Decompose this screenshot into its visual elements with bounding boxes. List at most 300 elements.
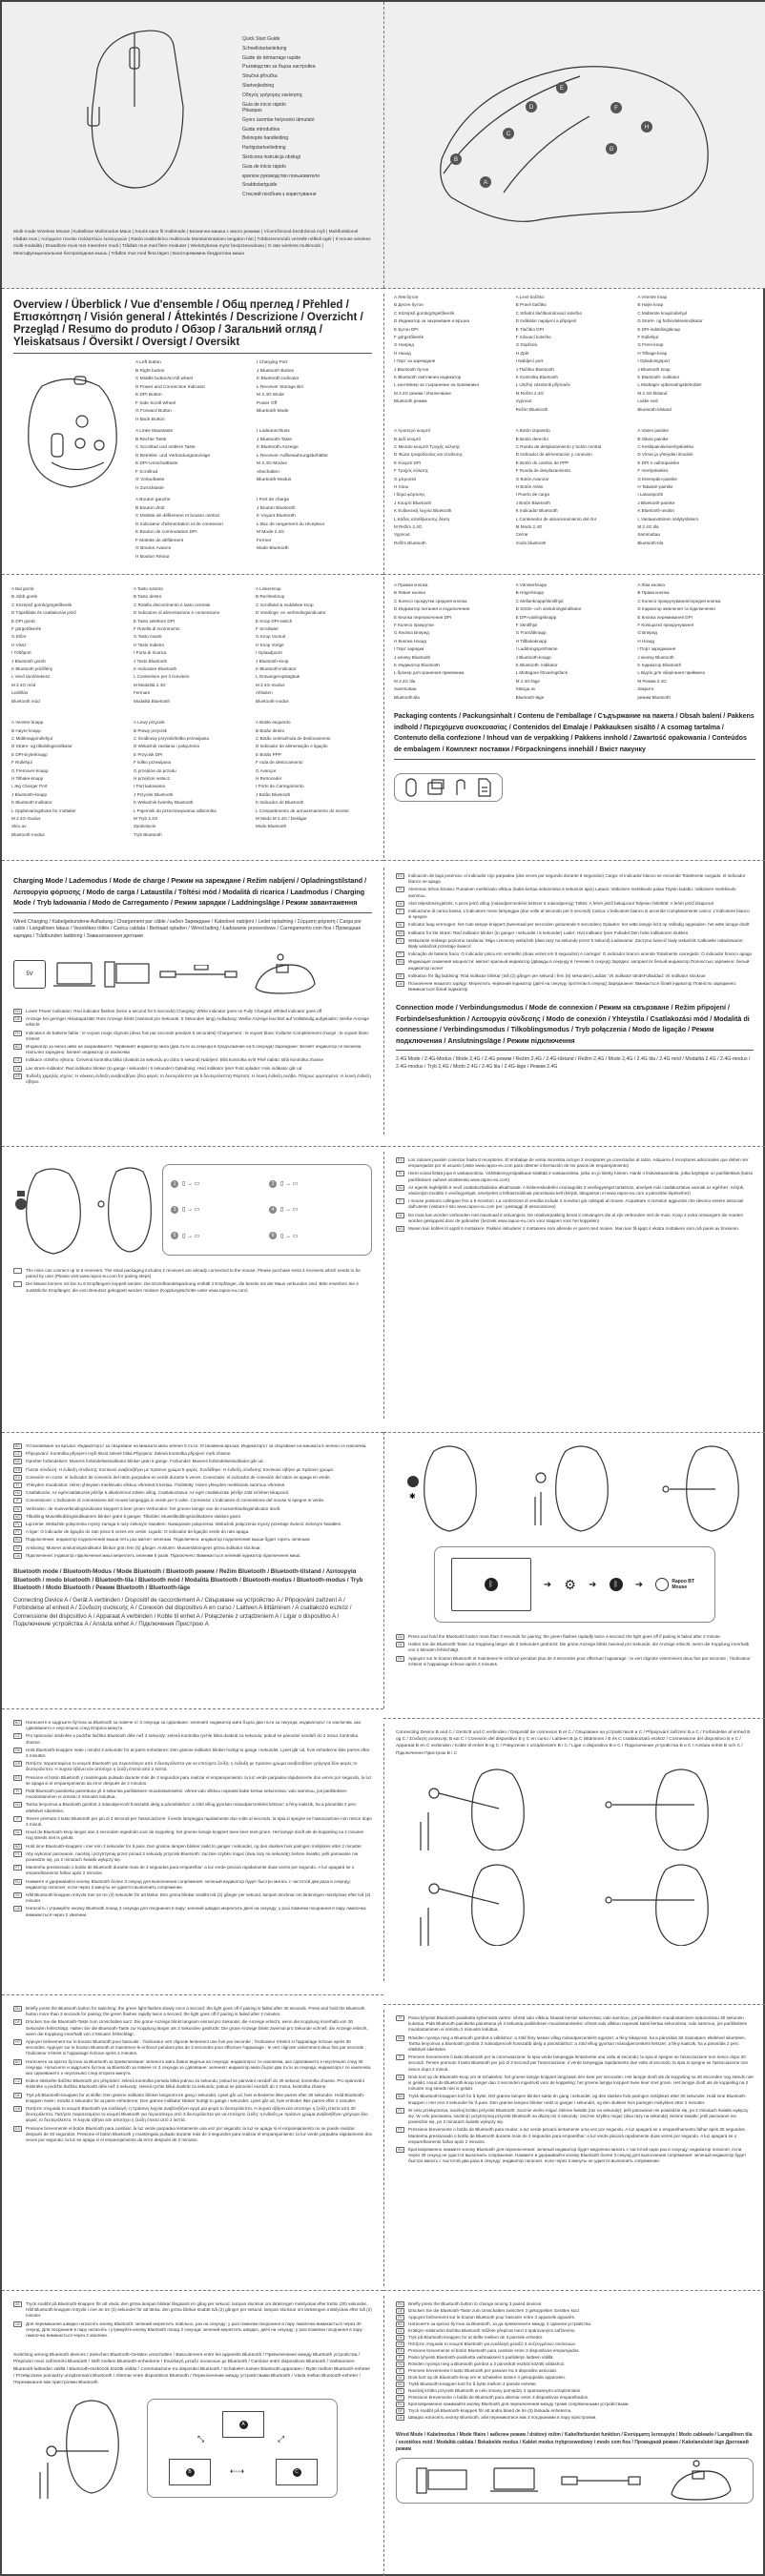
list-item: I mouse possono collegare fino a 6 ricevitori. La confezione di vendita include 2 ricevitori già collegati al mouse. Acquistare 4 ricevitori aggiuntivi che devono essere associati dall'utente (visitare il sito www.rapoo-eu.com per i passaggi di associazione) — [408, 1198, 744, 1210]
language-flag: ES — [13, 1775, 22, 1781]
note-paragraph — [396, 1226, 754, 1232]
list-item: Los ratones pueden conectar hasta 6 receptores. El embalaje de venta minorista incluye 2 receptores ya conectados al ratón. Adquiera 4 receptores adicionales que deben ser emparejados por el usuario (visite www.rapoo-eu.com para obtener información de los pasos de emparejamiento) — [408, 1157, 749, 1169]
list-item: Indicateur de batterie faible : le voyant rouge clignote (deux fois par seconde pendant 5 secondes) Chargement : le voyant blanc s'allume Complètement chargé : le voyant blanc s'éteint — [26, 1030, 369, 1041]
device-a-laptop[interactable]: A — [222, 2411, 264, 2438]
language-flag: RU — [14, 1879, 21, 1884]
language-flag: IT — [396, 2055, 404, 2060]
note-paragraph — [13, 1057, 372, 1063]
note-paragraph — [396, 2147, 754, 2165]
list-item: H Botón Atrás — [515, 483, 543, 489]
language-flag: PT — [396, 951, 404, 957]
language-flag: IT — [396, 1198, 404, 1204]
packaging-contents-box — [394, 773, 503, 802]
guide-title: Guida introduttiva — [242, 126, 280, 133]
language-flag: RU — [397, 2402, 403, 2406]
device-b-laptop[interactable]: B — [169, 2459, 211, 2485]
list-item: A Venstre knap — [637, 295, 668, 299]
switching-section — [2, 2296, 383, 2572]
guide-title: Οδηγός γρήγορης εκκίνησης — [242, 92, 303, 98]
list-item: Presione brevemente el botón Bluetooth para cambiar: la luz verde parpadea lentamente una vez por segundo; la luz se apaga si el emparejamiento no se puede realizar después de 30 segundos. Presione el botón Bluetooth y manténgalo pulsado durante más de 3 segundos para realizar el emparejamiento: la luz verde parpadea rápidamente dos veces por segundo; la luz se apaga si el emparejamiento da error después de 2 minutos. — [26, 2125, 372, 2143]
language-flag: HU — [397, 1185, 403, 1190]
note-paragraph — [13, 2106, 372, 2124]
language-flag: DK — [13, 1459, 22, 1464]
note-paragraph — [13, 2093, 372, 2104]
list-item: G Fremover-knapp — [11, 767, 49, 773]
list-item: J Bluetooth-knapp — [11, 791, 48, 797]
list-item: F roda de deslocamento — [256, 760, 303, 766]
list-item: L Úložný zásobník přijímače — [515, 382, 570, 388]
list-item: Натисніть і утримуйте кнопку Bluetooth понад 3 секунди для поєднання в пару: зелений швидко мерехтить двічі на секунду; у разі помилки поєднання в пару лампочка вимикається через 2 хвилини. — [26, 1906, 366, 1917]
list-item: F Scrollrad — [135, 469, 158, 475]
desktop-computer-icon — [103, 960, 151, 989]
list-item: A Venstre knapp — [11, 720, 44, 726]
wired-mode-title: Wired Mode / Kabelmodus / Mode filaire / кабелен режим / drátový režim / Kabelforbundet funktion / Ενσύρματη λειτουργία / Modo cableado / Langallinen tila / vezetékes mód / Modalità cablata / Bekabelde modus / Kablet modus trybprzewodowy / modo com fios / Проводной режим / Kabelanslutet läge Дротовий режим — [396, 2432, 753, 2453]
overview-languages-right-lower — [383, 582, 765, 858]
list-item: Appuyez sur le bouton Bluetooth et maintenez-le enfoncé pendant plus de 3 secondes pour effectuer l'appairage : le vert clignote violemment deux fois par seconde ; l'indicateur s'éteint si l'appairage échoue après 2 minutes. — [408, 1655, 751, 1666]
list-item: K Wskaźnik świetlny Bluetooth — [134, 800, 194, 806]
guide-title: краткое руководство пользователя — [242, 173, 320, 179]
list-item: Musen kan kobles til opptil 6 mottakere. Pakken inkluderer 2 mottakere som allerede er paret med musen. Man kan få kjøpt 4 ekstra mottakere som må pares av brukeren. — [408, 1226, 740, 1232]
language-flag: FI — [13, 1482, 22, 1488]
language-flag: UA — [13, 1553, 22, 1559]
list-item: Briefly press the Bluetooth button to change among 3 paired devices. — [408, 2301, 543, 2306]
swap-arrow-icon: ⤡ — [197, 2434, 205, 2444]
list-item: Trykk Bluetooth-knappen kort for å bytte mellom 3 parede enheter. — [408, 2382, 537, 2386]
note-paragraph — [13, 1761, 372, 1772]
receiver-slot: 6 ▯ → ▭ — [269, 1225, 363, 1247]
note-paragraph — [13, 1482, 372, 1488]
list-item: B Rechterknop — [256, 594, 285, 600]
guide-title: Ръководство за бърза настройка — [242, 64, 316, 71]
list-item: Skru av — [11, 824, 27, 829]
language-flag: SE — [13, 1545, 22, 1551]
list-item: Håll Bluetooth-knappen intryckt mer än tre (3) sekunder för att länka: Den gröna blinkar snabbt två (2) gånger per sekund, lampan slocknar om länkningen misslyckas efter två (2) minuter. — [26, 1892, 371, 1904]
language-flag: PL — [13, 1851, 22, 1857]
note-paragraph — [13, 2301, 372, 2320]
list-item: H Tasto Indietro — [134, 642, 165, 647]
note-paragraph — [13, 1537, 372, 1543]
list-item: L Відсік для зберігання приймача — [637, 670, 705, 676]
language-flag: HU — [397, 901, 403, 906]
guide-title: Snabbstartguide — [242, 182, 278, 189]
note-paragraph — [396, 2108, 754, 2126]
list-item: Premere brevemente il tasto Bluetooth per la commutazione: la spia verde lampeggia lentamente una volta al secondo; la spia si spegne se l'associazione non riesce dopo 30 secondi. Tenere premuto il tasto Bluetooth per più di 3 secondi per l'associazione: il verde lampeggia rapidamente due volte al secondo; la spia si spegne se l'associazione non riesce dopo 2 minuti. — [408, 2055, 749, 2072]
list-item: I Порт за зареждане — [394, 358, 436, 364]
guide-title: Pikaopas — [242, 108, 262, 113]
list-item: K Bluetooth-indicator — [256, 666, 297, 672]
note-paragraph — [396, 887, 754, 898]
note-paragraph — [13, 2006, 372, 2017]
note-paragraph — [13, 1281, 372, 1293]
list-item: Lower Power Indication: Red indicator flashes (twice a second for 5 seconds) Charging: White indicator goes on Fully Charged: Whited indicator goes off — [26, 1009, 322, 1013]
list-item: E DPI-växlingsknapp — [515, 614, 557, 620]
note-paragraph — [13, 2059, 372, 2077]
note-paragraph — [396, 2321, 754, 2327]
list-item: Bluetooth-tilstand — [637, 406, 672, 412]
list-item: Кратковременно нажимайте кнопку Bluetooth для переключения между тремя сопряженными устройствами. — [408, 2402, 630, 2406]
list-item: D Indicador de alimentação e ligação — [256, 744, 328, 749]
list-item: Krátce stiskněte tlačítko Bluetooth pro přepínání: zelená kontrolka pomalu bliká jednou za sekundu; pokud se párování nezdaří do 30 sekund, kontrolka zhasne. Pro spárování stiskněte a podržte tlačítko Bluetooth déle než 3 sekundy: zelená rychle bliká dvakrát za sekundu; pokud se párování nezdaří do 2 minut, kontrolka zhasne. — [26, 2078, 364, 2090]
list-item: M Режим 2.4G — [637, 678, 667, 684]
divider — [383, 574, 765, 575]
list-item: M Modo 2,4G — [515, 523, 543, 529]
overview-section — [2, 294, 383, 580]
arrow-right-icon: ➜ — [543, 1579, 552, 1590]
note-paragraph — [396, 1171, 754, 1182]
note-paragraph — [396, 951, 754, 957]
note-paragraph — [396, 2015, 754, 2034]
parts-ua — [637, 582, 755, 702]
language-flag: BG — [14, 1721, 21, 1725]
list-item: Premere brevemente il tasto Bluetooth per passare tra 3 dispositivi associati. — [408, 2368, 558, 2373]
list-item: Πατήστε στιγμιαία το κουμπί Bluetooth για εναλλαγή: η πράσινη λυχνία αναβοσβήνει αργά μία φορά το δευτερόλεπτο. Η λυχνία σβήνει εάν αποτύχει η ζεύξη έπειτα από 30 δευτερόλεπτα. Πατήστε παρατεταμένα το κουμπί Bluetooth για περισσότερο από 3 δευτερόλεπτα για να επιτύχετε ζεύξη: η ένδειξη με πράσινο χρώμα αναβοσβήνει γρήγορα δύο φορές το δευτερόλεπτο. Η λυχνία σβήνει εάν αποτύχει η ζεύξη έπειτα από 2 λεπτά. — [26, 2106, 368, 2123]
list-item: Кратковременно нажмите кнопку Bluetooth для переключения: зеленый индикатор будет медленно мигать с частотой один раз в секунду; индикатор погаснет, если через 30 секунд не удастся выполнить сопряжение. Нажмите и удерживайте кнопку Bluetooth более 3 секунд для выполнения сопряжения: зеленый индикатор будет быстро мигать с частотой два раза в секунду; индикатор погаснет, если через 2 минуты не удается выполнить сопряжение. — [408, 2147, 747, 2164]
list-item: K Bluetooth- indikator — [515, 663, 558, 668]
list-item: Az egerek legfeljebb 6 vevő csatlakoztatására alkalmasak. A kiskereskedelmi csomagolás 2 vevőegységet tartalmaz, amelyek már csatlakoztatva vannak az egérhez. Kérjük, vásároljon további 4 vevőegységet, amelyeket a felhasználónak párosítania kell (kérjük, látogasson el www.rapoo-eu.com a párosítás lépéseihez) — [408, 1184, 745, 1196]
list-item: I Oplaadpoort — [256, 650, 282, 656]
list-item: J Przycisk Bluetooth — [134, 791, 174, 797]
list-item: B Oikea painike — [637, 436, 669, 441]
receiver-slot: 2 ▯ → ▭ — [269, 1173, 363, 1195]
list-item: Anzeige bei geringer Akkukapazität: Rote Anzeige blinkt (zweimal pro Sekunde, 5 Sekunden lang) Aufladung: Weiße Anzeige leuchtet auf Vollständig aufgeladen: Weiße Anzeige erlischt — [26, 1016, 369, 1028]
language-flag: DE — [396, 1642, 404, 1647]
language-flag: NO — [14, 1844, 21, 1849]
list-item: I Порт зарядки — [394, 646, 424, 652]
list-item: G Botón Avanzar — [515, 476, 549, 481]
language-flag: NO — [397, 2382, 403, 2386]
list-item: G Framåtknapp — [515, 630, 547, 636]
note-paragraph — [396, 2094, 754, 2105]
list-item: Lukke ned — [637, 399, 658, 404]
list-item: H Tilbake-knapp — [11, 775, 44, 781]
language-flag: NL — [13, 1830, 22, 1835]
list-item: J Botão Bluetooth — [256, 791, 291, 797]
list-item: H Back Button — [135, 417, 165, 422]
mouse-side-icon — [252, 953, 319, 995]
angled-mouse-illustration — [384, 2, 765, 288]
list-item: M 2.4G tila — [637, 523, 659, 529]
list-item: Pressione brevemente o botão de Bluetooth para alternar entre 3 dispositivos emparelhados. — [408, 2395, 589, 2400]
guide-title: Beknopte handleiding — [242, 135, 289, 142]
language-flag: PL — [13, 1522, 22, 1527]
language-flag: IT — [13, 1816, 22, 1822]
list-item: Afsluiten — [256, 690, 273, 696]
list-item: Cerrar — [515, 532, 528, 538]
list-item: C Middle button/scroll wheel — [135, 377, 193, 381]
note-paragraph — [13, 1490, 372, 1496]
list-item: M 2.4G mód — [11, 682, 36, 687]
cable-icon — [454, 778, 467, 797]
list-item: L Mottagare förvaringsfack — [515, 670, 568, 676]
list-item: A Tasto sinistro — [134, 586, 163, 591]
device-entry[interactable] — [655, 1578, 698, 1591]
list-item: Ansluting: Musens anslutningsindikator blinkar grön fem (5) gånger. Ansluten: Musanslutningens gröna indikator slocknar. — [26, 1544, 261, 1550]
list-item: G Вперед — [637, 630, 657, 636]
note-paragraph — [396, 930, 754, 936]
language-flag: IT — [396, 909, 404, 914]
note-paragraph — [13, 1865, 372, 1876]
list-item: K Bluetooth-osoitin — [637, 508, 674, 514]
list-item: Houd de Bluetooth-knop langer dan 3 seconden ingedrukt voor de koppeling: het groene lampje knippert twee keer snel groen. Het lampje dooft als de koppeling na 2 minuten nog steeds niet is gelukt. — [26, 1830, 364, 1841]
note-paragraph — [396, 1157, 754, 1169]
list-item: Sammuttaa — [637, 532, 660, 538]
list-item: L Modtager opbevaringsbeholder — [637, 382, 702, 388]
list-item: Tartsa lenyomva a Bluetooth gombot 3 másodpercnél hosszabb ideig a párosításhoz: a zöld villog gyorsan másodpercenként kétszer; a fény kialszik, ha a párosítás 2 perc elteltével sikertelen. — [26, 1802, 357, 1813]
list-item: L Oppbevaringsboks for mottaker — [11, 808, 76, 813]
list-item: C Botão central/roda de deslocamento — [256, 735, 331, 741]
list-item: Bluetooth mód — [11, 698, 40, 704]
list-item: K Індикатор Bluetooth — [637, 663, 682, 668]
callout-f: F — [614, 106, 618, 112]
list-item: E Przycisk DPI — [134, 751, 163, 757]
connection-2-4g-section — [2, 1152, 383, 1419]
language-flag: HU — [14, 1803, 21, 1808]
list-item: A Bal gomb — [11, 586, 34, 591]
list-item: K Indicatore Bluetooth — [134, 666, 177, 672]
list-item: D Ström- och anslutningsindikator — [515, 606, 582, 612]
list-item: K Bluetooth Indicator — [257, 377, 300, 381]
note-paragraph — [396, 981, 754, 992]
list-item: I Port ładowania — [134, 784, 165, 789]
list-item: F Τροχός κύλισης — [394, 468, 428, 474]
list-item: J Κουμπί Bluetooth — [394, 500, 432, 505]
list-item: F Side Scroll Wheel — [135, 400, 176, 406]
usb-cable-icon — [158, 965, 244, 984]
charging-illustration — [13, 946, 372, 1003]
list-item: A Vänsterknapp — [515, 583, 548, 587]
list-item: I Porta di ricarica — [134, 650, 167, 656]
device-bc-steps — [396, 1765, 754, 1946]
language-flag: ES — [396, 873, 404, 879]
list-item: B Δεξί κουμπί — [394, 436, 421, 441]
list-item: M Režim 2,4G — [515, 390, 545, 396]
list-item: I Charging Port — [257, 360, 288, 365]
list-item: M Modalità 2.4G — [134, 682, 166, 687]
note-paragraph — [13, 1498, 372, 1503]
language-flag — [13, 1281, 22, 1287]
list-item: L Receiver-Aufbewahrungsbehälter — [257, 453, 329, 459]
list-item: W celu przełączenia, naciśnij krótko przycisk Bluetooth: zacznie wolno migać zielone światło (raz na sekundę); jeśli parowanie nie powiedzie się, po 2 minutach światło wyłączy się. W celu parowania, naciśnij i przytrzymaj przycisk Bluetooth na dłużej niż 3 sekundy: zacznie szybko migać (dwa razy na sekundę) zielone światło; jeśli parowanie nie powiedzie się, po 2 minutach światło wyłączy się. — [408, 2107, 749, 2125]
list-item: Abschalten — [257, 469, 279, 475]
language-flag: BG — [14, 1444, 21, 1448]
list-item: Modalità Bluetooth — [134, 698, 171, 704]
parts-cz — [516, 294, 634, 414]
parts-nl — [256, 585, 374, 705]
guide-title: Startvejledning — [242, 82, 275, 89]
language-flag: HU — [14, 1491, 21, 1496]
callout-a: A — [483, 180, 488, 186]
list-item: D Voedings- en verbindingsindicator — [256, 610, 326, 616]
list-item: Підключення: Індикатор підключення миші мерехтить зеленим 5 разів. Підключено: Вимикається зелений індикатор підключення миші. — [26, 1552, 301, 1558]
connection-title: Connection mode / Verbindungsmodus / Mode de connexion / Режим на свързване / Režim připojení / Forbindelsesfunktion / Λειτουργία σύνδεσης / Modo de conexión / Yhteystila / Csatlakozási mód / Modalità di connessione / Verbindingsmodus / Tilkoblingsmodus / Tryb połączenia / Modo de ligação / Режим подключения / Anslutningsläge / Режим підключення — [396, 1002, 754, 1051]
device-c-laptop[interactable]: C — [276, 2459, 318, 2485]
language-flag: NL — [396, 1213, 404, 1218]
list-item: I Töltőport — [11, 650, 31, 656]
charger-icon: 5V — [13, 960, 46, 989]
language-flag: HU — [397, 2362, 403, 2366]
list-item: I Puerto de carga — [515, 492, 549, 498]
list-item: F görgetőkerék — [11, 626, 41, 632]
list-item: H Bouton Retour — [135, 554, 170, 560]
bluetooth-switch-step — [396, 1440, 491, 1535]
list-item: Indicator laag vermogen: het rode lampje knippert (tweemaal per seconden gedurende 5 seconden) Opladen: het witte lampje licht op Volledig opgeladen: het witte lampje dooft — [408, 922, 750, 928]
list-item: A Vasen painike — [637, 428, 669, 434]
language-flag: DK — [13, 1066, 22, 1072]
list-item: Натиснете за кратко бутона за Bluetooth за превключване: зеленото мига бавно веднъж на секунда; индикаторът се изключва, ако сдвояването е неуспешно след 30 секунди. Натиснете и задръжте бутона за Bluetooth за повече от 3 секунди за сдвояване: зеленият индикатор мига бързо два пъти за секунда; индикаторът се изключва, ако сдвояването е неуспешно след втората минута. — [26, 2058, 372, 2076]
list-item: C Középső gomb/görgetőkerék — [394, 310, 455, 316]
list-item: Connessione: L'indicatore di connessione del mouse lampeggia in verde per 5 volte. Connesso: L'indicatore di connessione del mouse si spegne in verde. — [26, 1498, 325, 1503]
list-item: B Десен бутон — [394, 302, 424, 308]
list-item: I θύρα φόρτισης — [394, 492, 425, 498]
list-item: B Pravé tlačítko — [515, 302, 547, 308]
list-item: Röviden nyomja meg a Bluetooth gombot a 3 párosított eszköz közötti váltáshoz. — [408, 2361, 566, 2366]
list-item: H πίσω — [394, 483, 409, 489]
list-item: Bluetooth-tila — [394, 694, 420, 700]
list-item: H Zurücktaste — [135, 485, 164, 491]
list-item: режим Bluetooth — [637, 694, 671, 700]
guide-title: Stručná příručka — [242, 73, 278, 80]
list-item: J Bluetooth бутон — [394, 366, 429, 372]
note-paragraph — [396, 2341, 754, 2347]
laptop-icon — [490, 2466, 538, 2495]
list-item: F Rueda de desplazamiento — [515, 468, 571, 474]
list-item: C Колесо прокрутки средняя кнопка — [394, 598, 467, 603]
charging-subtitle: Wired Charging / Kabelgebundene Aufladung / Chargement par câble / кабел Зареждане / Kabelové nabíjení / Ledet opladning / Σύρματη φόρτιση / Carga por cable / Langallinen lataus / Vezetékes töltés / Carica cablata / Bedraad opladen / Wired lading / Ładowanie przewodowe / Carregamento com fios / Проводная зарядка / Trådbunden laddning / Заванатаження дротами — [13, 918, 362, 939]
callout-b: B — [453, 157, 459, 163]
list-item: E DPI Button — [135, 393, 162, 398]
switching-notes-right — [383, 2010, 765, 2286]
guide-title: Schnellstartanleitung — [242, 45, 287, 51]
language-flag: IT — [396, 2368, 404, 2374]
language-flag: CZ — [13, 1451, 22, 1457]
list-item: C Scrollrad und mittlere Taste — [135, 445, 196, 450]
list-item: F Rullehjul — [11, 760, 32, 766]
note-paragraph — [13, 1720, 372, 1731]
list-item: B Левая кнопка — [394, 590, 425, 596]
list-item: Stänga av — [515, 686, 536, 692]
divider — [383, 1718, 765, 1719]
language-flag: CZ — [13, 1057, 22, 1063]
list-item: M 2.4G-läge — [515, 678, 540, 684]
list-item: Krátkým stisknutím tlačítka Bluetooth můžete přepínat mezi 3 spárovanými zařízeními. — [408, 2328, 576, 2333]
list-item: Wskazanie niskiego poziomu zasilania: Miga czerwony wskaźnik (dwa razy na sekundę przez 5 sekund) Ładowanie: Zaczyna świecić biały wskaźnik Całkowite naładowanie: Biały wskaźnik przestaje świecić — [408, 937, 744, 950]
bluetooth-title: Bluetooth mode / Bluetooth-Modus / Mode Bluetooth / Bluetooth режим / Režim Bluetooth / Bluetooth-tilstand / Λειτουργία Bluetooth / modo bluetooth / Bluetooth-tila / Bluetooth mód / Modalità Bluetooth / Bluetooth-modus / Bluetooth-modus / Tryb Bluetooth / Modo Bluetooth / Режим Bluetooth / Bluetooth-läge — [13, 1568, 363, 1592]
list-item: F Коліщатко прокручування — [637, 623, 694, 628]
list-item: Yhteyden muodostus: Hiiren yhteyden merkkivalo vilkkuu vihreänä 5 kertaa. Yhdistetty: Hiiren yhteyden merkkivalo sammuu vihreänä. — [26, 1482, 286, 1488]
device-bc-title: Connecting Device B and C / Gerät B und C verbinden / Dispositif de connexion B et C / Свързване на устройства B и C / Připojování zařízení B a C / Forbindelse af enhed B og C / Σύνδεση συσκευής B και C / Conexión del dispositivo B y C en curso / Laitteen B ja C liittäminen / B és C csatlakoztató eszköz / Connessione del dispositivo B e C / Apparaat B en C verbinden / Koble til enhet B og C / Połączenie z urządzeniem B i C / Ligar o dispositivo B e C / Подключение устройства B и C / Ansluta enhet B och C / Підключення Пристрою B і C — [396, 1730, 751, 1756]
usb-cable-icon — [560, 2471, 646, 2490]
list-item: J Bluetooth-painike — [637, 500, 675, 505]
list-item: I LaddningsportName — [515, 646, 558, 652]
note-paragraph — [396, 1213, 754, 1224]
callout-d: D — [528, 105, 534, 111]
language-flag: UA — [396, 981, 404, 987]
language-flag: NO — [397, 1227, 403, 1232]
list-item: L Bac de rangement du récepteur — [257, 521, 325, 527]
language-flag: PT — [13, 1865, 22, 1871]
list-item: D Strøm- og forbindelsesindikator — [637, 318, 703, 324]
language-flag: BG — [14, 2059, 21, 2064]
list-item: M 2.4G-modus — [11, 815, 41, 821]
list-item: E DPI-bryterknapp — [11, 751, 48, 757]
divider — [383, 2004, 765, 2005]
note-paragraph — [396, 2375, 754, 2381]
list-item: Připojování: Kontrolka připojení myši 5krát zeleně bliká.Připojeno: Zelená kontrolka připojení myši zhasne. — [26, 1451, 232, 1457]
divider — [2, 1146, 383, 1147]
list-item: Appuyez brièvement sur le bouton Bluetooth pour basculer entre 3 appareils appariés. — [408, 2315, 576, 2320]
list-item: G Tasto Avanti — [134, 634, 162, 640]
list-item: Fermare — [134, 690, 151, 696]
mouse-icon — [405, 778, 417, 797]
language-flag: IT — [13, 1498, 22, 1503]
list-item: Paina lyhyesti Bluetooth-painiketta vaihtaaksesi 3 pariliitetyn laitteen välillä. — [408, 2355, 554, 2360]
wired-mode-illustration — [396, 2458, 754, 2504]
svg-text:✱: ✱ — [409, 1492, 416, 1501]
list-item: Režim Bluetooth — [515, 406, 548, 412]
list-item: D Φώτα τροφοδοσίας και σύνδεσης — [394, 452, 464, 458]
callout-c: C — [506, 132, 511, 137]
parts-gr — [394, 427, 512, 547]
language-flag: EN — [13, 1009, 22, 1014]
language-flag: DK — [13, 1748, 22, 1753]
language-flag: UA — [396, 2415, 404, 2421]
language-flag: DK — [13, 2093, 22, 2098]
language-flag: PL — [396, 938, 404, 944]
language-flag: UA — [13, 1906, 22, 1912]
language-flag: NL — [13, 1506, 22, 1512]
list-item: Vypnout — [515, 399, 532, 404]
parts-dk — [637, 294, 755, 414]
list-item: Trykk Bluetooth-knappen kort for å bytte. Det grønne lampen blinker sakte én gang i sekundet, og den slukkes hvis paringen mislykkes etter 30 sekunder. Hold inne Bluetooth-knappen i mer enn 3 sekunder for å pare. Den grønne lampen blinker raskt to ganger i sekundet, og den slukkes hvis paringen mislykkes etter 2 minutter. — [408, 2094, 747, 2105]
note-paragraph — [396, 2335, 754, 2341]
guide-title: Skrócona instrukcja obsługi — [242, 153, 300, 160]
list-item: Press and hold the Bluetooth button more than 3 seconds for pairing; the green flashes rapladly twice a second; the light goes off if pairing is failed after 2 minute. — [408, 1634, 722, 1639]
list-item: Fermer — [257, 538, 272, 543]
list-item: Bluetooth-läge — [515, 694, 545, 700]
list-item: G μπροστά — [394, 476, 417, 481]
manual-icon — [478, 778, 491, 797]
list-item: L Ontvangeropslagbak — [256, 674, 300, 680]
bluetooth-icon: ᛒ — [610, 1578, 623, 1591]
list-item: Установяване на връзка: Индикаторът за свързване на мишката мига зелено 5 пъти. Установена връзка: Индикаторът за свързване на мишката в зелено се изключва. — [26, 1443, 367, 1448]
list-item: E Bouton de commutation DPI — [135, 530, 197, 535]
list-item: A Linkerknop — [256, 586, 281, 591]
swap-arrow-icon: ⤢ — [278, 2434, 285, 2444]
list-item: K Indicador de Bluetooth — [256, 800, 304, 806]
list-item: I Port de charge — [257, 498, 290, 502]
note-paragraph — [13, 1522, 372, 1527]
switching-title: Switching among Bluetooth devices / Zwischen Bluetooth-Geräten umschalten / Basculement entre les appareils Bluetooth / Превключване между Bluetooth устройства / Přepínání mezi zařízeními Bluetooth / Skift mellem Bluetooth-enhederne / Εναλλαγή μεταξύ συσκευών με Bluetooth / Cambiar entre dispositivos Bluetooth / Vaihtaminen Bluetooth-laitteiden välillä / Bluetooth-eszközök közötti váltás / Commutazione tra dispositivi Bluetooth / Schakelen tussen Bluetooth-apparaten / Bytte mellom Bluetooth-enheter / Przełączanie pomiędzy urządzeniami Bluetooth / Alternar entre dispositivos Bluetooth / Переключение между устройствами Bluetooth / Växla mellan Bluetooth-enheter / Перемикання між пристроями Bluetooth — [13, 2353, 371, 2386]
list-item: C Μεσαίο κουμπί/ Τροχός κύλισης — [394, 443, 461, 449]
language-flag: GR — [397, 2342, 403, 2346]
language-flag: NO — [14, 1514, 21, 1519]
language-flag: NL — [396, 922, 404, 928]
device-switch-cycle — [147, 2399, 338, 2498]
list-item: A Levé tlačítko — [515, 295, 545, 299]
list-item: Die Mäuse können mit bis zu 6 Empfängern koppelt werden. Die Einzelhandelspackung enthält 2 Empfänger, die bereits mit der Maus verbunden sind. Bitte erwerben Sie 4 zusätzliche Empfänger, die vom Benutzer gekoppelt werden müssen (Kopplungsschritte unter www.rapoo-eu.com) — [26, 1281, 359, 1293]
note-paragraph — [13, 1906, 372, 1917]
list-item: Zamknięcie — [134, 824, 156, 829]
note-paragraph — [13, 2078, 372, 2090]
list-item: H Назад — [637, 638, 655, 644]
language-flag: GR — [14, 2107, 21, 2112]
note-paragraph — [13, 1553, 372, 1559]
connection-subtitle: 2.4G Mode / 2.4G-Modus / Mode 2,4G / 2.4G режим / Režim 2,4G / 2.4G-tilstand / Režim 2,4G / Modo 2,4G / 2.4G tila / 2.4G mód / Modalità 2.4G / 2.4G-modus / 2.4G-modus / Tryb 2,4G / Modo 2.4G / 2.4G tila / 2.4G-läge / Режим 2.4G — [396, 1056, 751, 1070]
list-item: A Botão esquerdo — [256, 720, 291, 726]
divider — [2, 288, 383, 289]
arrow-right-icon: ➜ — [634, 1579, 644, 1590]
list-item: G Forward Button — [135, 409, 172, 414]
